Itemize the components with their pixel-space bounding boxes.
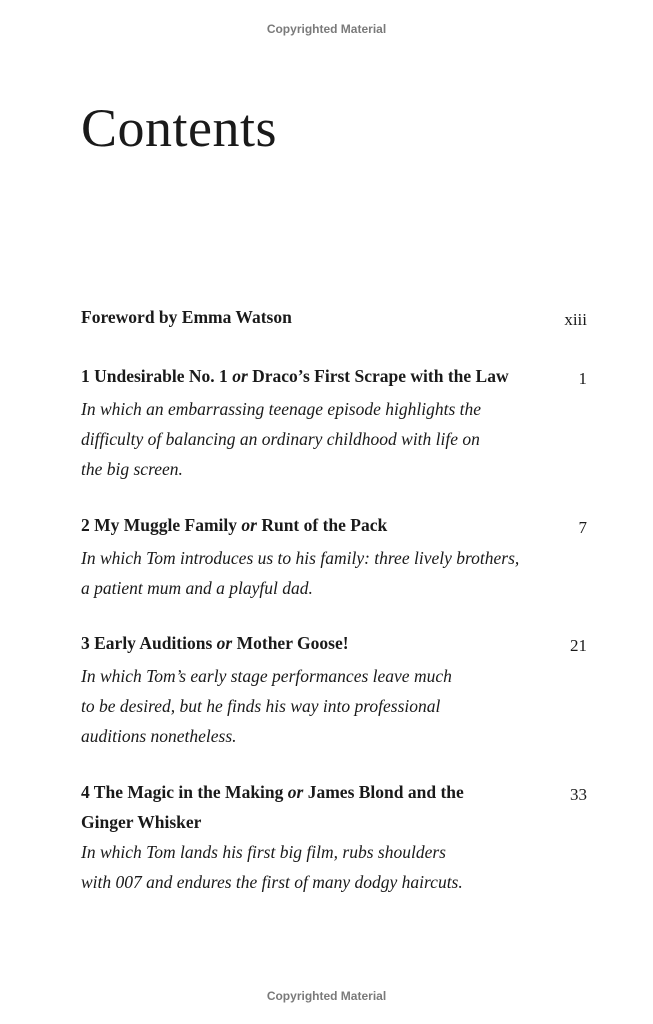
toc-entry-page-number: xiii xyxy=(564,310,587,329)
toc-entry-title: 2 My Muggle Family or Runt of the Pack xyxy=(81,515,388,535)
page-title: Contents xyxy=(81,98,278,158)
toc-entry-page-number: 33 xyxy=(570,785,587,804)
toc-entry-description: In which Tom introduces us to his family: three lively brothers, a patient mum and a playful dad. xyxy=(81,548,520,598)
toc-entry-title: 4 The Magic in the Making or James Blond and the Ginger Whisker xyxy=(81,782,464,832)
toc-entry-page-number: 1 xyxy=(578,369,587,388)
toc-entry-foreword[interactable] xyxy=(81,302,587,335)
toc-entry-description: In which Tom’s early stage performances leave much to be desired, but he finds his way into professional auditions nonetheless. xyxy=(81,666,452,746)
toc-entry-title: 1 Undesirable No. 1 or Draco’s First Scrape with the Law xyxy=(81,366,509,386)
copyright-watermark-bottom: Copyrighted Material xyxy=(266,989,387,1003)
toc-entry-title: Foreword by Emma Watson xyxy=(81,307,292,327)
copyright-watermark-top: Copyrighted Material xyxy=(266,22,387,36)
toc-entry-chapter-1[interactable] xyxy=(81,361,587,484)
toc-entry-page-number: 21 xyxy=(570,636,587,655)
toc-entry-chapter-4[interactable] xyxy=(81,777,587,897)
toc-entry-page-number: 7 xyxy=(578,518,587,537)
toc-entry-chapter-2[interactable] xyxy=(81,510,587,603)
toc-entry-description: In which an embarrassing teenage episode highlights the difficulty of balancing an ordinary childhood with life on the big screen. xyxy=(81,399,482,479)
toc-entry-title: 3 Early Auditions or Mother Goose! xyxy=(81,633,349,653)
toc-entry-chapter-3[interactable] xyxy=(81,628,587,751)
toc-entry-description: In which Tom lands his first big film, rubs shoulders with 007 and endures the first of many dodgy haircuts. xyxy=(81,842,463,892)
